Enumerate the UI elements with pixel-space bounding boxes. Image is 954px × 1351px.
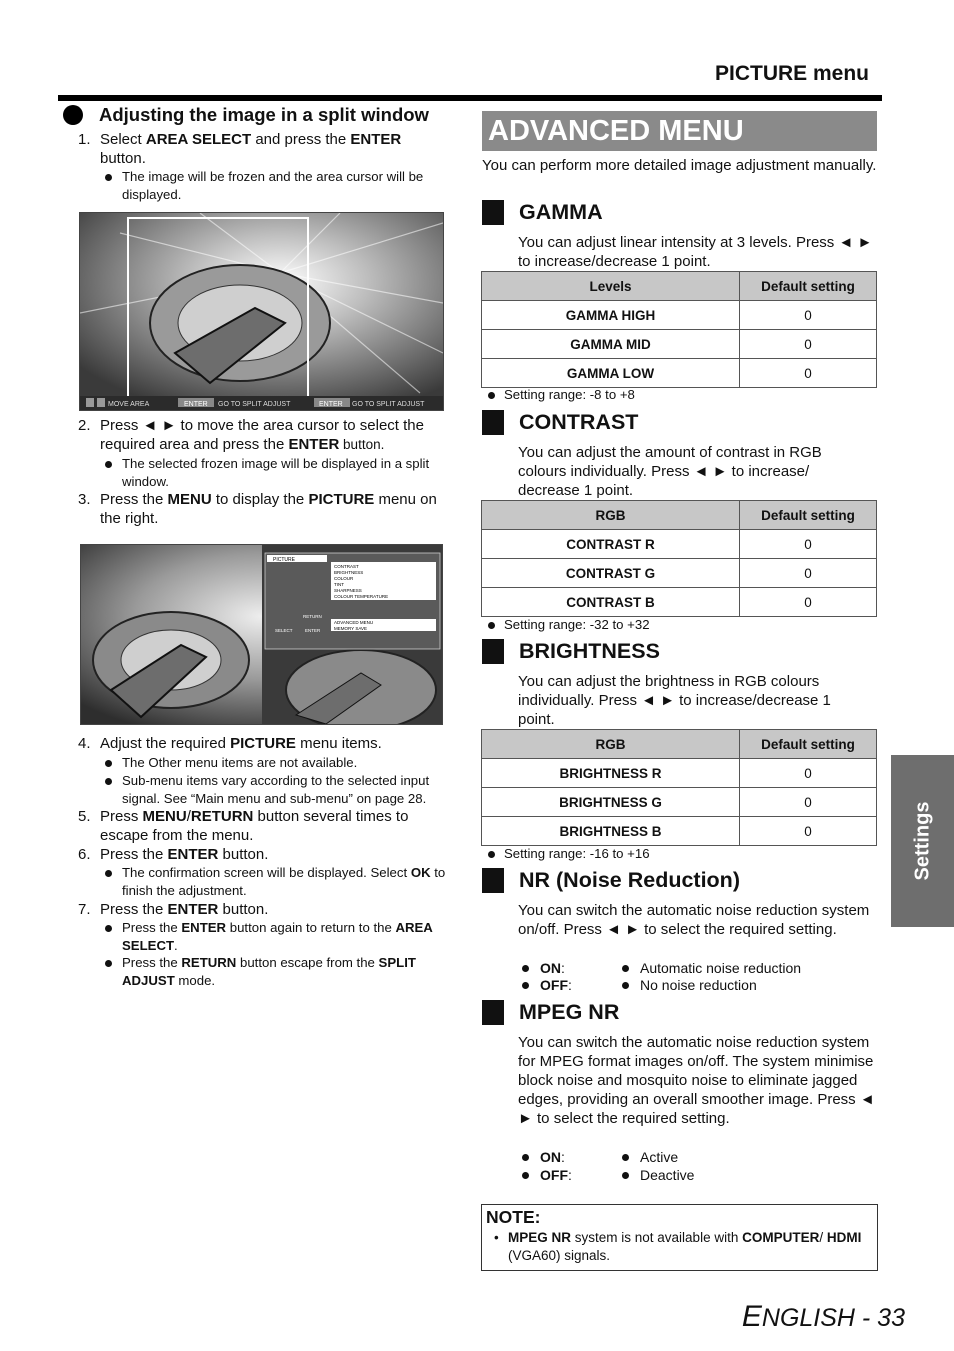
step-2-note: The selected frozen image will be displayed in a split window. [122,455,458,491]
svg-text:CONTRAST: CONTRAST [334,564,359,569]
svg-text:GO TO SPLIT ADJUST: GO TO SPLIT ADJUST [352,401,425,408]
page-header-title: PICTURE menu [715,62,870,85]
step-4-note-2: Sub-menu items vary according to the selected input signal. See “Main menu and sub-menu” on page 28. [122,772,458,808]
svg-text:ENTER: ENTER [305,628,321,633]
split-window-screenshot [80,544,443,725]
nr-heading: NR (Noise Reduction) [482,868,740,893]
settings-side-tab [891,755,954,927]
heading-square-icon [482,1000,504,1025]
svg-text:SELECT: SELECT [275,628,293,633]
mpeg-option-off: OFF: [540,1167,572,1183]
mpeg-nr-description: You can switch the automatic noise reduction system for MPEG format images on/off. The system minimise block noise and mosquito noise to eliminate jagged edges, providing an overall smoother image. Press ◄ ► to select the required setting. [518,1034,875,1127]
contrast-range: Setting range: -32 to +32 [504,617,650,632]
mpeg-option-off-desc: Deactive [640,1167,695,1183]
heading-square-icon [482,868,504,893]
svg-text:COLOUR: COLOUR [334,576,354,581]
svg-text:PICTURE: PICTURE [273,557,295,563]
table-row: BRIGHTNESS G 0 [482,788,877,817]
table-row: GAMMA MID 0 [482,330,877,359]
nr-description: You can switch the automatic noise reduction system on/off. Press ◄ ► to select the required setting. [518,902,870,938]
table-row: CONTRAST G 0 [482,559,877,588]
move-area-label: MOVE AREA [108,401,150,408]
step-1: 1. Select AREA SELECT and press the ENTER button. [78,131,402,167]
heading-square-icon [482,200,504,225]
table-row: CONTRAST R 0 [482,530,877,559]
svg-text:ADVANCED MENU: ADVANCED MENU [334,620,374,625]
svg-text:RETURN: RETURN [303,614,322,619]
contrast-description: You can adjust the amount of contrast in RGB colours individually. Press ◄ ► to increase/ decrease 1 point. [518,444,822,499]
section-title-text: Adjusting the image in a split window [99,104,429,125]
step-2: 2. Press ◄ ► to move the area cursor to select the required area and press the ENTER button. [78,417,424,453]
note-text: • MPEG NR system is not available with COMPUTER/ HDMI (VGA60) signals. [494,1230,862,1263]
svg-text:COLOUR TEMPERATURE: COLOUR TEMPERATURE [334,594,389,599]
nr-option-on-desc: Automatic noise reduction [640,960,802,976]
gamma-range: Setting range: -8 to +8 [504,387,635,402]
table-row: CONTRAST B 0 [482,588,877,617]
settings-tab-label: Settings [911,801,933,881]
brightness-range: Setting range: -16 to +16 [504,846,650,861]
svg-text:SHARPNESS: SHARPNESS [334,588,362,593]
step-7: 7. Press the ENTER button. [78,901,269,918]
step-7-note-1: Press the ENTER button again to return to the AREA SELECT. [122,919,460,955]
svg-text:GO TO SPLIT ADJUST: GO TO SPLIT ADJUST [218,401,291,408]
brightness-heading: BRIGHTNESS [482,639,660,664]
gamma-description: You can adjust linear intensity at 3 levels. Press ◄ ► to increase/decrease 1 point. [518,234,873,270]
gamma-table: Levels Default setting GAMMA HIGH 0 GAMMA MID 0 GAMMA LOW 0 [481,271,877,388]
svg-text:ENTER: ENTER [184,401,208,408]
contrast-heading: CONTRAST [482,410,638,435]
svg-text:ENTER: ENTER [319,401,343,408]
step-6-note: The confirmation screen will be displayed. Select OK to finish the adjustment. [122,864,460,900]
advanced-intro: You can perform more detailed image adjustment manually. [482,157,877,174]
page-footer: ENGLISH - 33 [741,1300,905,1333]
section-bullet-icon [63,105,83,125]
step-7-note-2: Press the RETURN button escape from the SPLIT ADJUST mode. [122,954,460,990]
svg-text:TINT: TINT [334,582,344,587]
table-row: GAMMA LOW 0 [482,359,877,388]
mpeg-nr-heading: MPEG NR [482,1000,619,1025]
area-select-screenshot [79,212,444,411]
table-row: BRIGHTNESS B 0 [482,817,877,846]
step-4-note-1: The Other menu items are not available. [122,754,458,772]
nr-option-on: ON: [540,960,565,976]
brightness-table: RGB Default setting BRIGHTNESS R 0 BRIGHTNESS G 0 BRIGHTNESS B 0 [481,729,877,846]
brightness-description: You can adjust the brightness in RGB colours individually. Press ◄ ► to increase/decrease 1 point. [518,673,831,728]
note-box [481,1204,878,1271]
gamma-heading: GAMMA [482,200,603,225]
svg-text:MEMORY SAVE: MEMORY SAVE [334,626,368,631]
contrast-table: RGB Default setting CONTRAST R 0 CONTRAST G 0 CONTRAST B 0 [481,500,877,617]
nr-option-off-desc: No noise reduction [640,977,757,993]
step-6: 6. Press the ENTER button. [78,846,269,863]
heading-square-icon [482,410,504,435]
step-5: 5. Press MENU/RETURN button several times to escape from the menu. [78,808,409,844]
step-1-note: The image will be frozen and the area cursor will be displayed. [122,168,458,204]
section-title [63,104,429,126]
mpeg-option-on-desc: Active [640,1149,679,1165]
nr-option-off: OFF: [540,977,572,993]
heading-square-icon [482,639,504,664]
step-3: 3. Press the MENU to display the PICTURE menu on the right. [78,491,437,527]
step-4: 4. Adjust the required PICTURE menu items. [78,735,382,752]
svg-text:BRIGHTNESS: BRIGHTNESS [334,570,364,575]
mpeg-option-on: ON: [540,1149,565,1165]
table-row: GAMMA HIGH 0 [482,301,877,330]
note-title: NOTE: [486,1207,541,1227]
table-row: BRIGHTNESS R 0 [482,759,877,788]
header-rule [58,95,882,101]
advanced-menu-banner: ADVANCED MENU [482,111,877,151]
